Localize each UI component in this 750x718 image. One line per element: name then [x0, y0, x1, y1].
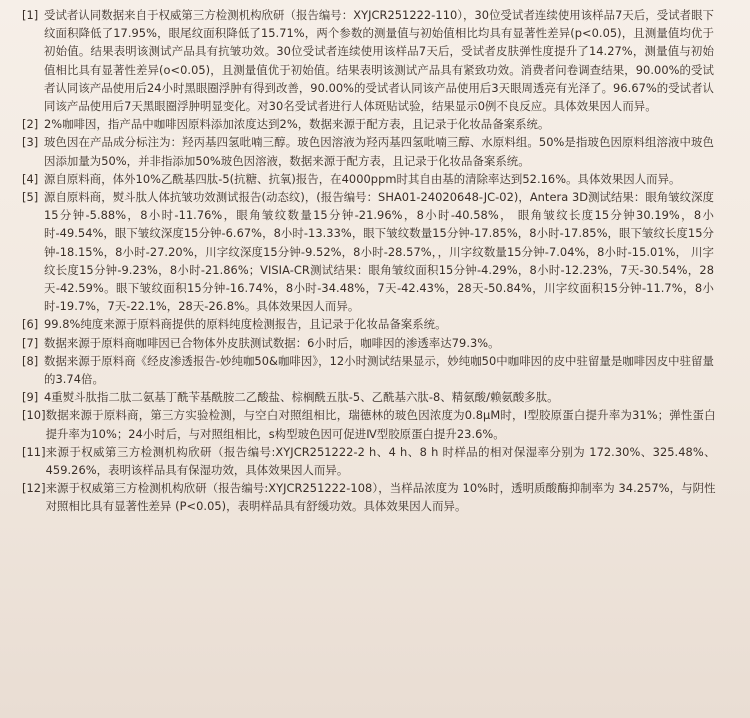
footnote-text: 来源于权威第三方检测机构欣研（报告编号:XYJCR251222-108），当样品浓度为 10%时，透明质酸酶抑制率为 34.257%，与阴性对照相比具有显著性差异 (P<0.05)，表明样品具有舒缓功效。具体效果因人而异。	[45, 481, 716, 514]
footnote-3	[22, 133, 750, 169]
footnote-text: 来源于权威第三方检测机构欣研（报告编号:XYJCR251222-2 h、4 h、8 h 时样品的相对保湿率分别为 172.30%、325.48%、459.26%，表明该样品具有保湿功效，具体效果因人而异。	[45, 444, 716, 478]
footnote-12	[22, 479, 750, 515]
footnote-number: [2]	[22, 117, 39, 132]
footnote-number: [7]	[22, 335, 39, 350]
footnote-text: 4重熨斗肽指二肽二氨基丁酰苄基酰胺二乙酸盐、棕榈酰五肽-5、乙酰基六肽-8、精氨酸/赖氨酸多肽。	[44, 390, 559, 405]
footnote-text: 受试者认同数据来自于权威第三方检测机构欣研（报告编号：XYJCR251222-110），30位受试者连续使用该样品7天后，受试者眼下纹面积降低了17.95%，眼尾纹面积降低了15.71%，两个参数的测量值与初始值相比均具有显著性差异(p<0.05)，且测量值均优于初始值。结果表明该测试产品具有抗皱功效。30位受试者连续使用该样品7天后，受试者皮肤弹性度提升了14.27%，测量值与初始值相比具有显著性差异(o<0.05)，且测量值优于初始值。结果表明该测试产品具有紧致功效。消费者问卷调查结果，90.00%的受试者认同该产品使用后24小时黑眼圈浮肿有得到改善，90.00%的受试者认同该产品使用后3天眼周透亮有光泽了。96.67%的受试者认同该产品使用后7天黑眼圈浮肿明显变化。对30名受试者进行人体斑贴试验，结果显示0例不良反应。具体效果因人而异。	[44, 8, 714, 114]
footnote-text: 数据来源于原料商《经皮渗透报告-妙纯咖50&咖啡因》，12小时测试结果显示，妙纯咖50中咖啡因的皮中驻留量是咖啡因皮中驻留量的3.74倍。	[44, 353, 714, 387]
footnote-text: 源自原料商，熨斗肽人体抗皱功效测试报告(动态纹)，(报告编号：SHA01-24020648-JC-02)，Antera 3D测试结果：眼角皱纹深度15分钟-5.88%，8小时-11.76%，眼角皱纹数量15分钟-21.96%，8小时-40.58%， 眼角皱纹长度15分钟30.19%，8小时-49.54%，眼下皱纹深度15分钟-6.67%，8小时-13.33%，眼下皱纹数量15分钟-17.85%，8小时-17.85%，眼下皱纹长度15分钟-18.15%，8小时-27.20%，川字纹深度15分钟-9.52%，8小时-28.57%，，川字纹数量15分钟-7.04%，8小时-15.01%， 川字纹长度15分钟-9.23%，8小时-21.86%；VISIA-CR测试结果：眼角皱纹面积15分钟-4.29%，8小时-12.23%，7天-30.54%，28天-42.59%。眼下皱纹面积15分钟-16.74%，8小时-34.48%，7天-42.43%，28天-50.84%，川字纹面积15分钟-11.7%，8小时-19.7%，7天-22.1%，28天-26.8%。具体效果因人而异。	[44, 190, 714, 314]
footnote-number: [1]	[22, 8, 39, 22]
footnote-number: [8]	[22, 353, 39, 368]
footnote-text: 源自原料商，体外10%乙酰基四肽-5(抗糖、抗氧)报告，在4000ppm时其自由基的清除率达到52.16%。具体效果因人而异。	[44, 171, 681, 186]
footnote-text: 数据来源于原料商，第三方实验检测，与空白对照组相比，瑞德林的玻色因浓度为0.8μM时，I型胶原蛋白提升率为31%；弹性蛋白提升率为10%；24小时后，与对照组相比，s构型玻色因可促进Ⅳ型胶原蛋白提升23.6%。	[45, 408, 716, 441]
footnote-text: 2%咖啡因，指产品中咖啡因原料添加浓度达到2%，数据来源于配方表，且记录于化妆品备案系统。	[44, 117, 550, 132]
footnote-number: [4]	[22, 171, 39, 186]
footnote-5	[22, 188, 750, 315]
footnote-2	[22, 115, 750, 133]
footnote-text: 99.8%纯度来源于原料商提供的原料纯度检测报告，且记录于化妆品备案系统。	[44, 317, 447, 332]
footnote-number: [10]	[22, 408, 46, 423]
footnote-6	[22, 315, 750, 333]
footnote-10	[22, 406, 750, 442]
footnote-number: [5]	[22, 190, 39, 205]
footnote-number: [12]	[22, 481, 46, 496]
footnote-number: [6]	[22, 317, 39, 332]
footnote-9	[22, 388, 750, 406]
footnote-number: [3]	[22, 135, 39, 150]
footnote-1	[22, 6, 750, 115]
footnote-4	[22, 170, 750, 188]
footnote-8	[22, 352, 750, 388]
footnote-7	[22, 334, 750, 352]
footnote-number: [9]	[22, 390, 39, 405]
footnote-text: 数据来源于原料商咖啡因已合物体外皮肤测试数据：6小时后，咖啡因的渗透率达79.3%。	[44, 335, 500, 350]
footnote-text: 玻色因在产品成分标注为：羟丙基四氢吡喃三醇。玻色因溶液为羟丙基四氢吡喃三醇、水原料组。50%是指玻色因原料组溶液中玻色因添加量为50%，并非指添加50%玻色因溶液，数据来源于配方表，且记录于化妆品备案系统。	[44, 135, 714, 168]
footnote-number: [11]	[22, 444, 46, 459]
footnote-11	[22, 443, 750, 479]
